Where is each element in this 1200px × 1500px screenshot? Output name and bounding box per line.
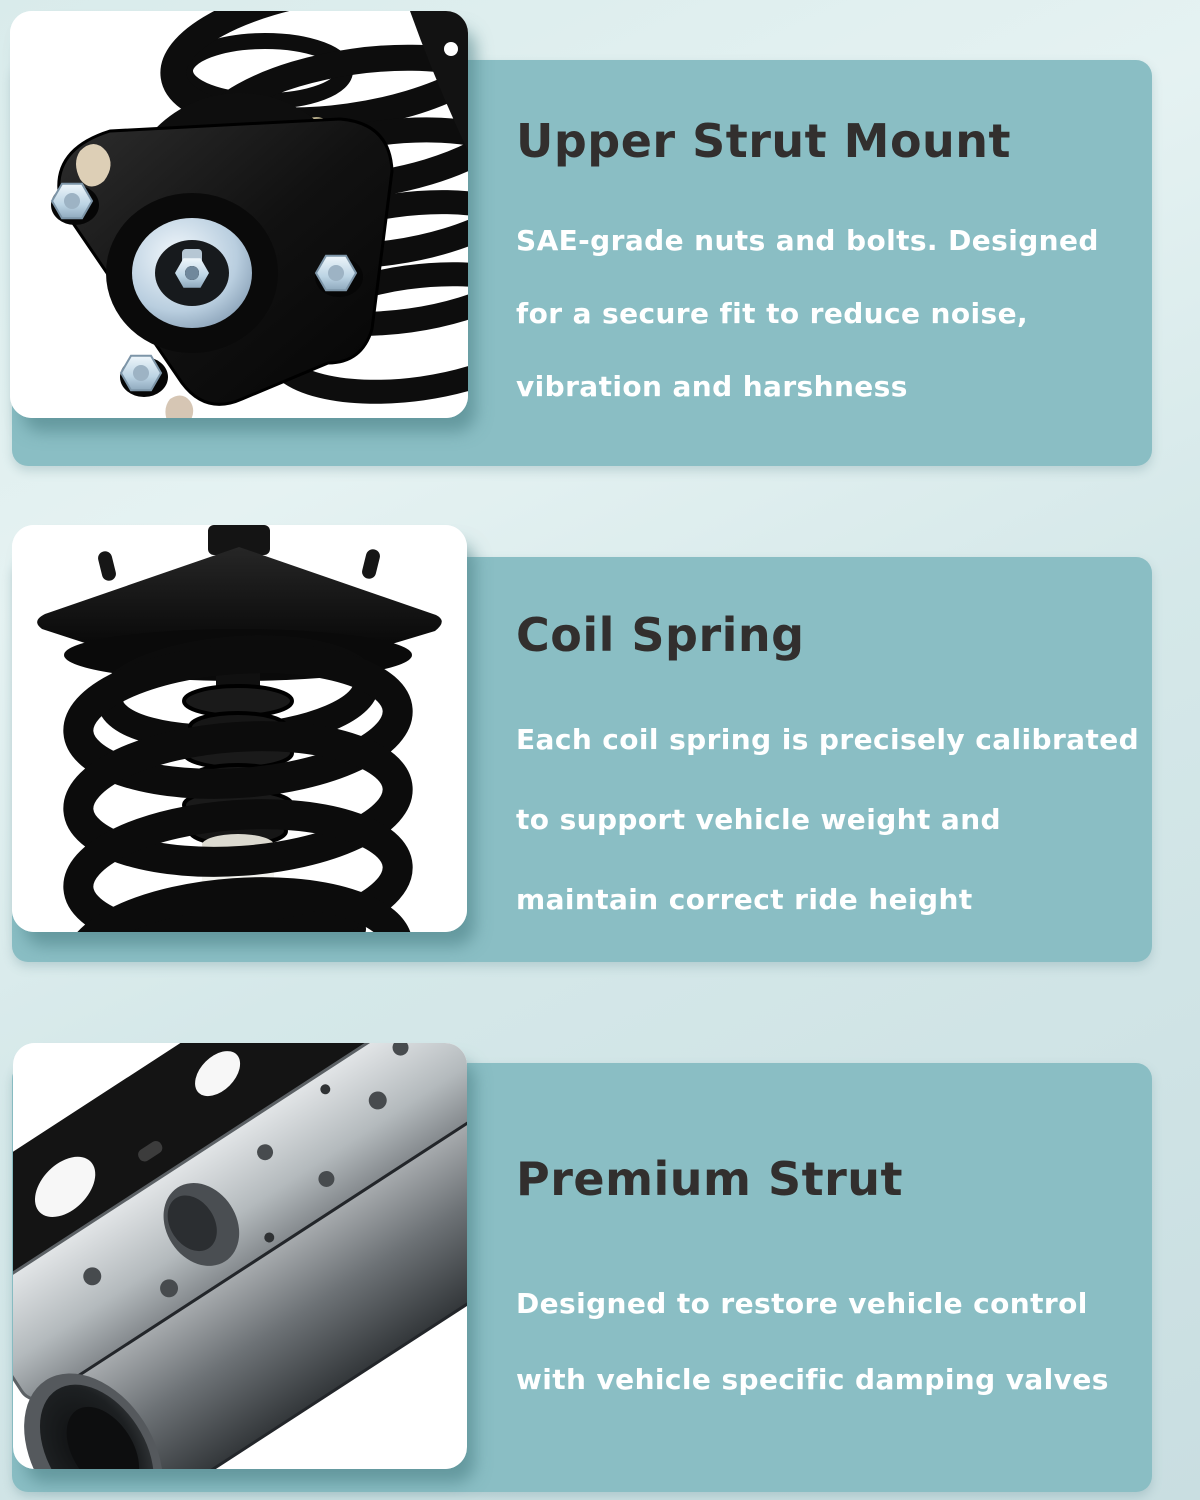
- coil-spring-photo: [12, 525, 467, 932]
- section-description-line: maintain correct ride height: [516, 883, 973, 916]
- product-photo-card: [12, 525, 467, 932]
- section-description-line: with vehicle specific damping valves: [516, 1363, 1109, 1396]
- section-title: Premium Strut: [516, 1152, 904, 1206]
- section-description-line: for a secure fit to reduce noise,: [516, 297, 1029, 330]
- section-description-line: Each coil spring is precisely calibrated: [516, 723, 1140, 756]
- section-description: [516, 204, 1164, 423]
- strut-mount-photo: [10, 11, 468, 418]
- section-title: Coil Spring: [516, 608, 805, 662]
- strut-body-photo: [13, 1043, 467, 1469]
- section-description: [516, 700, 1164, 940]
- product-photo-card: [10, 11, 468, 418]
- section-description-line: Designed to restore vehicle control: [516, 1287, 1088, 1320]
- product-photo-card: [13, 1043, 467, 1469]
- section-title: Upper Strut Mount: [516, 114, 1012, 168]
- section-description-line: SAE-grade nuts and bolts. Designed: [516, 224, 1099, 257]
- section-description: [516, 1266, 1164, 1418]
- section-description-line: vibration and harshness: [516, 370, 908, 403]
- section-description-line: to support vehicle weight and: [516, 803, 1001, 836]
